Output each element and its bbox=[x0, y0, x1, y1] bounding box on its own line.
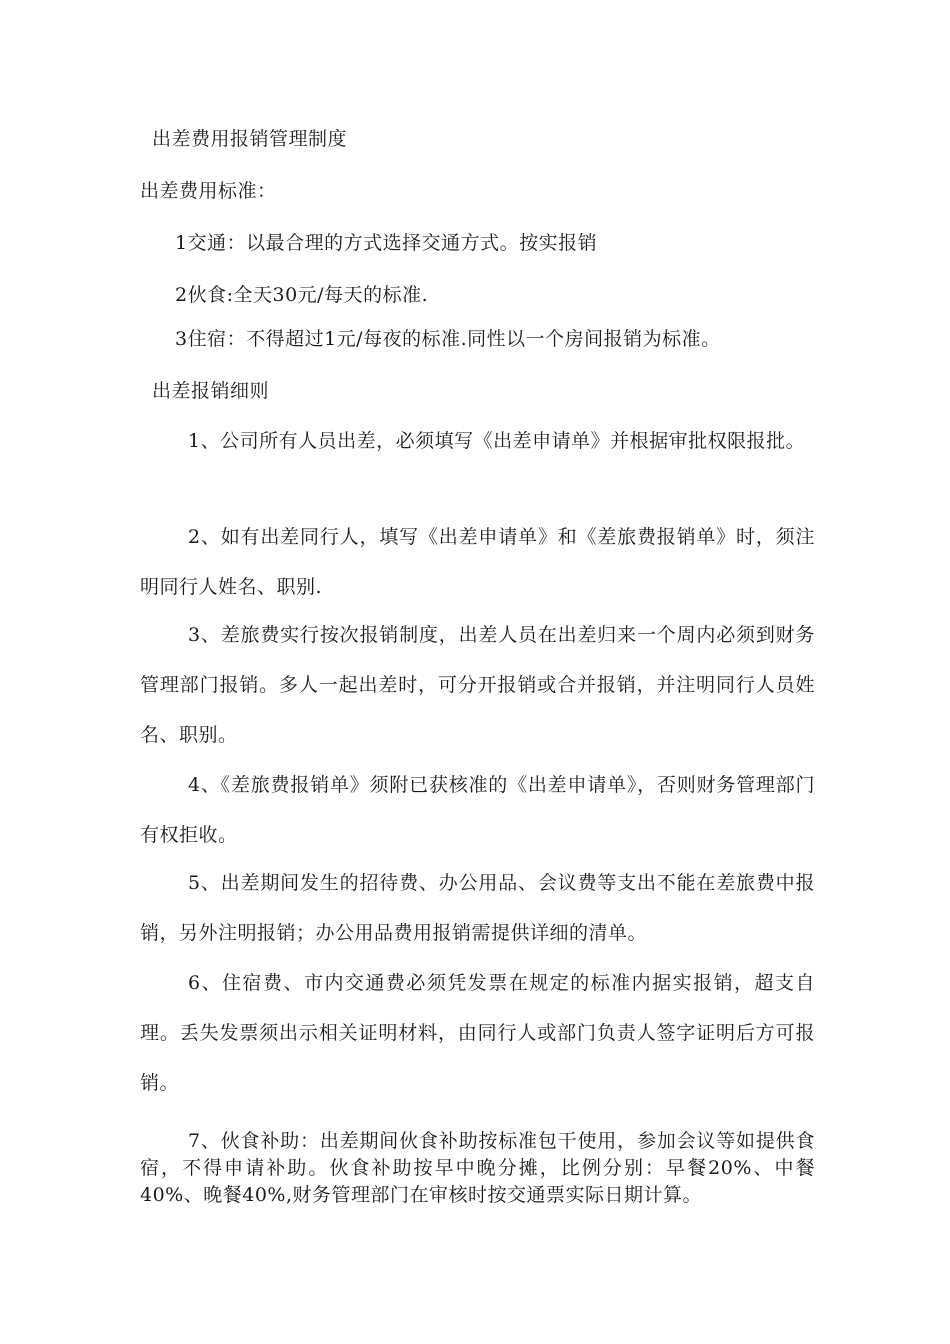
standards-heading: 出差费用标准： bbox=[140, 180, 277, 202]
rule-paragraph-3: 3、差旅费实行按次报销制度，出差人员在出差归来一个周内必须到财务管理部门报销。多人一起出差时，可分开报销或合并报销，并注明同行人员姓名、职别。 bbox=[140, 624, 815, 746]
rules-heading: 出差报销细则 bbox=[152, 380, 270, 402]
rule-paragraph-7: 7、伙食补助：出差期间伙食补助按标准包干使用，参加会议等如提供食宿，不得申请补助。伙食补助按早中晚分摊，比例分别：早餐20%、中餐40%、晚餐40%,财务管理部门在审核时按交通票实际日期计算。 bbox=[140, 1130, 815, 1206]
rule-paragraph-6: 6、住宿费、市内交通费必须凭发票在规定的标准内据实报销，超支自理。丢失发票须出示相关证明材料，由同行人或部门负责人签字证明后方可报销。 bbox=[140, 972, 815, 1094]
rule-paragraph-4: 4、《差旅费报销单》须附已获核准的《出差申请单》，否则财务管理部门有权拒收。 bbox=[140, 774, 815, 846]
standard-item-lodging: 3住宿：不得超过1元/每夜的标准.同性以一个房间报销为标准。 bbox=[175, 328, 721, 350]
rule-paragraph-5: 5、出差期间发生的招待费、办公用品、会议费等支出不能在差旅费中报销，另外注明报销；办公用品费用报销需提供详细的清单。 bbox=[140, 872, 815, 944]
standard-item-meals: 2伙食:全天30元/每天的标准. bbox=[175, 284, 429, 306]
rule-paragraph-2: 2、如有出差同行人，填写《出差申请单》和《差旅费报销单》时，须注明同行人姓名、职别. bbox=[140, 526, 815, 598]
document-title: 出差费用报销管理制度 bbox=[152, 128, 348, 150]
rule-paragraph-1: 1、公司所有人员出差，必须填写《出差申请单》并根据审批权限报批。 bbox=[188, 430, 806, 452]
standard-item-transport: 1交通：以最合理的方式选择交通方式。按实报销 bbox=[175, 232, 598, 254]
